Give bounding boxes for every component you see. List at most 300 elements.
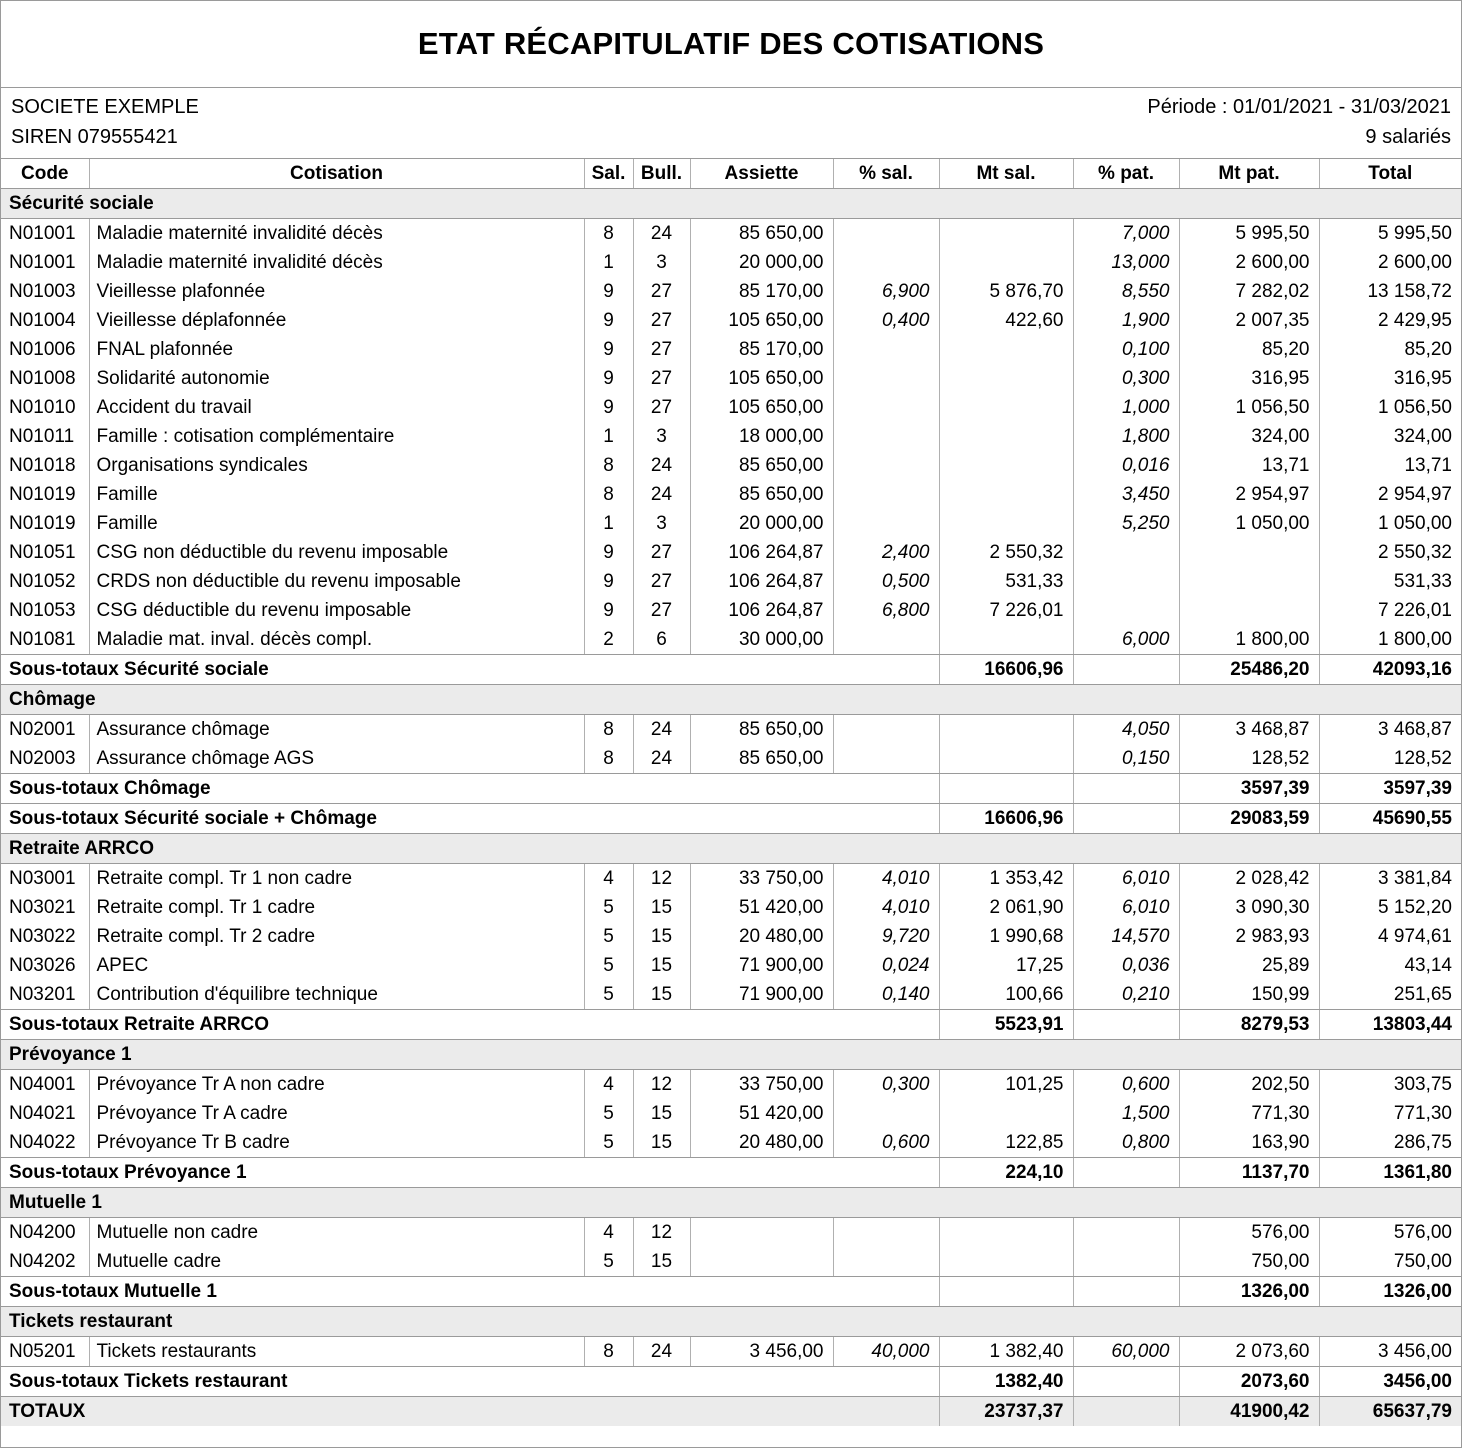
subtotal-mt-pat: 3597,39 [1179, 774, 1319, 804]
table-row [1, 1128, 1461, 1158]
cell-mt-pat: 7 282,02 [1179, 277, 1319, 306]
subtotal-row [1, 1158, 1461, 1188]
col-header-bull: Bull. [633, 159, 690, 189]
cell-assiette: 20 000,00 [690, 248, 833, 277]
col-header-pct-sal: % sal. [833, 159, 939, 189]
cell-code: N01008 [1, 364, 89, 393]
table-row [1, 451, 1461, 480]
cell-code: N01003 [1, 277, 89, 306]
subtotal-pct-pat [1073, 804, 1179, 834]
cell-pct-pat: 6,010 [1073, 864, 1179, 894]
cell-cotisation: Retraite compl. Tr 1 non cadre [89, 864, 584, 894]
table-row [1, 1070, 1461, 1100]
cell-total: 13 158,72 [1367, 281, 1452, 302]
cell-sal: 5 [584, 1128, 633, 1158]
table-row [1, 538, 1461, 567]
cell-mt-pat: 576,00 [1179, 1218, 1319, 1248]
cell-mt-pat: 2 983,93 [1179, 922, 1319, 951]
section-title: Chômage [1, 685, 1461, 715]
cell-cotisation: Tickets restaurants [89, 1337, 584, 1367]
cell-pct-sal [833, 744, 939, 774]
table-row [1, 744, 1461, 774]
section-title: Retraite ARRCO [1, 834, 1461, 864]
table-header-row [1, 159, 1461, 189]
cell-sal: 4 [584, 864, 633, 894]
cell-bull: 3 [633, 422, 690, 451]
cell-total: 5 152,20 [1378, 897, 1452, 918]
cell-mt-sal [939, 1218, 1073, 1248]
cell-mt-pat: 316,95 [1179, 364, 1319, 393]
cell-code: N01018 [1, 451, 89, 480]
cell-mt-sal: 17,25 [939, 951, 1073, 980]
cell-pct-sal: 4,010 [833, 864, 939, 894]
cell-pct-sal: 0,140 [833, 980, 939, 1010]
cell-mt-sal [939, 393, 1073, 422]
cell-pct-pat: 0,800 [1073, 1128, 1179, 1158]
table-body [1, 189, 1461, 1427]
cell-pct-sal: 0,400 [833, 306, 939, 335]
cell-pct-pat: 1,900 [1073, 306, 1179, 335]
table-row [1, 1099, 1461, 1128]
cell-sal: 5 [584, 951, 633, 980]
cell-bull: 24 [633, 219, 690, 249]
cell-cotisation: FNAL plafonnée [89, 335, 584, 364]
cell-sal: 1 [584, 248, 633, 277]
cell-code: N01053 [1, 596, 89, 625]
cell-mt-sal [939, 1247, 1073, 1277]
cell-cotisation: Retraite compl. Tr 1 cadre [89, 893, 584, 922]
cell-total: 7 226,01 [1378, 600, 1452, 621]
cell-total: 4 974,61 [1378, 926, 1452, 947]
cell-total: 286,75 [1319, 1128, 1461, 1158]
cell-total: 2 954,97 [1378, 484, 1452, 505]
cell-pct-pat: 6,000 [1073, 625, 1179, 655]
cell-bull: 15 [633, 980, 690, 1010]
cell-mt-sal [939, 364, 1073, 393]
cell-code: N03021 [1, 893, 89, 922]
cell-total: 251,65 [1319, 980, 1461, 1010]
cell-pct-sal [833, 451, 939, 480]
subtotal-row [1, 1277, 1461, 1307]
cell-sal: 8 [584, 451, 633, 480]
subtotal-label: Sous-totaux Retraite ARRCO [1, 1010, 939, 1040]
cell-bull: 15 [633, 1099, 690, 1128]
subtotal-pct-pat [1073, 774, 1179, 804]
table-row [1, 335, 1461, 364]
cell-cotisation: Prévoyance Tr A cadre [89, 1099, 584, 1128]
cell-mt-sal: 422,60 [939, 306, 1073, 335]
cell-mt-pat: 2 028,42 [1179, 864, 1319, 894]
section-header [1, 1307, 1461, 1337]
cell-pct-pat [1073, 1218, 1179, 1248]
cell-mt-pat: 1 800,00 [1179, 625, 1319, 655]
cell-pct-pat: 14,570 [1073, 922, 1179, 951]
cell-mt-sal [939, 625, 1073, 655]
subtotal-row [1, 1010, 1461, 1040]
grand-total-label: TOTAUX [1, 1397, 939, 1427]
cell-total: 1 056,50 [1378, 397, 1452, 418]
cell-total: 316,95 [1393, 368, 1452, 389]
cell-total: 771,30 [1393, 1103, 1452, 1124]
cell-code: N03001 [1, 864, 89, 894]
table-row [1, 951, 1461, 980]
cell-mt-pat: 1 050,00 [1179, 509, 1319, 538]
cell-mt-sal: 122,85 [939, 1128, 1073, 1158]
cell-pct-pat [1073, 1247, 1179, 1277]
subtotal-row [1, 655, 1461, 685]
cell-mt-sal [939, 744, 1073, 774]
col-header-sal: Sal. [584, 159, 633, 189]
cell-assiette: 20 000,00 [690, 509, 833, 538]
cell-pct-pat: 0,100 [1073, 335, 1179, 364]
cell-bull: 12 [633, 1218, 690, 1248]
cell-assiette [690, 1218, 833, 1248]
cell-assiette: 105 650,00 [690, 364, 833, 393]
cell-code: N01051 [1, 538, 89, 567]
cell-sal: 9 [584, 393, 633, 422]
subtotal-mt-pat: 2073,60 [1179, 1367, 1319, 1397]
cell-bull: 27 [633, 277, 690, 306]
cell-pct-sal [833, 715, 939, 745]
grand-total-pct-pat [1073, 1397, 1179, 1427]
cell-assiette: 51 420,00 [690, 1099, 833, 1128]
cell-total: 324,00 [1393, 426, 1452, 447]
subtotal-pct-pat [1073, 655, 1179, 685]
subtotal-row [1, 804, 1461, 834]
cell-pct-sal: 0,300 [833, 1070, 939, 1100]
cell-pct-sal: 0,500 [833, 567, 939, 596]
cell-pct-pat: 7,000 [1073, 219, 1179, 249]
cell-mt-sal: 2 550,32 [939, 538, 1073, 567]
table-row [1, 1218, 1461, 1248]
cell-pct-sal [833, 393, 939, 422]
table-row [1, 980, 1461, 1010]
cell-cotisation: Maladie maternité invalidité décès [89, 248, 584, 277]
section-title: Prévoyance 1 [1, 1040, 1461, 1070]
table-row [1, 248, 1461, 277]
subtotal-label: Sous-totaux Sécurité sociale [1, 655, 939, 685]
cell-sal: 8 [584, 1337, 633, 1367]
cell-pct-sal: 6,900 [833, 277, 939, 306]
cell-assiette: 85 170,00 [690, 277, 833, 306]
report-title: ETAT RÉCAPITULATIF DES COTISATIONS [1, 1, 1461, 88]
cell-total: 3 468,87 [1378, 719, 1452, 740]
cell-total: 1 800,00 [1319, 625, 1461, 655]
col-header-pct-pat: % pat. [1073, 159, 1179, 189]
cell-total: 750,00 [1319, 1247, 1461, 1277]
subtotal-mt-pat: 25486,20 [1179, 655, 1319, 685]
cell-cotisation: Accident du travail [89, 393, 584, 422]
cell-bull: 24 [633, 480, 690, 509]
cell-bull: 15 [633, 1128, 690, 1158]
employee-count: 9 salariés [1365, 126, 1451, 148]
cell-assiette: 3 456,00 [690, 1337, 833, 1367]
cell-pct-sal [833, 625, 939, 655]
table-row [1, 625, 1461, 655]
cell-pct-sal [833, 480, 939, 509]
cell-mt-sal: 1 382,40 [939, 1337, 1073, 1367]
col-header-code: Code [1, 159, 89, 189]
cell-sal: 1 [584, 422, 633, 451]
contributions-table [1, 159, 1461, 1426]
cell-sal: 8 [584, 715, 633, 745]
subtotal-row [1, 774, 1461, 804]
cell-mt-sal [939, 715, 1073, 745]
subtotal-mt-sal: 16606,96 [939, 804, 1073, 834]
cell-pct-sal [833, 1099, 939, 1128]
subtotal-pct-pat [1073, 1158, 1179, 1188]
cell-bull: 12 [633, 1070, 690, 1100]
subtotal-pct-pat [1073, 1010, 1179, 1040]
subtotal-mt-sal: 16606,96 [939, 655, 1073, 685]
cell-pct-sal [833, 335, 939, 364]
cell-pct-sal [833, 1218, 939, 1248]
cell-sal: 9 [584, 306, 633, 335]
cell-assiette: 105 650,00 [690, 393, 833, 422]
cell-cotisation: Famille [89, 480, 584, 509]
cell-cotisation: Famille : cotisation complémentaire [89, 422, 584, 451]
cell-pct-sal [833, 422, 939, 451]
table-row [1, 922, 1461, 951]
cell-mt-sal: 1 353,42 [939, 864, 1073, 894]
section-header [1, 685, 1461, 715]
cell-cotisation: CSG déductible du revenu imposable [89, 596, 584, 625]
cell-mt-sal: 5 876,70 [939, 277, 1073, 306]
cell-total: 3 456,00 [1319, 1337, 1461, 1367]
cell-mt-sal: 100,66 [939, 980, 1073, 1010]
cell-mt-pat: 771,30 [1179, 1099, 1319, 1128]
cell-sal: 5 [584, 1099, 633, 1128]
cell-cotisation: Maladie mat. inval. décès compl. [89, 625, 584, 655]
subtotal-mt-sal [939, 1277, 1073, 1307]
cell-mt-sal [939, 422, 1073, 451]
cell-pct-pat: 60,000 [1073, 1337, 1179, 1367]
cell-code: N01019 [1, 509, 89, 538]
cell-pct-sal [833, 364, 939, 393]
cell-pct-pat [1073, 596, 1179, 625]
cell-sal: 4 [584, 1218, 633, 1248]
cell-assiette: 33 750,00 [690, 864, 833, 894]
cell-cotisation: Prévoyance Tr B cadre [89, 1128, 584, 1158]
cell-pct-pat: 6,010 [1073, 893, 1179, 922]
col-header-assiette: Assiette [690, 159, 833, 189]
section-title: Tickets restaurant [1, 1307, 1461, 1337]
cell-cotisation: Vieillesse plafonnée [89, 277, 584, 306]
table-row [1, 1337, 1461, 1367]
subtotal-label: Sous-totaux Prévoyance 1 [1, 1158, 939, 1188]
cell-pct-sal [833, 248, 939, 277]
section-title: Mutuelle 1 [1, 1188, 1461, 1218]
cell-total: 13,71 [1404, 455, 1452, 476]
subtotal-mt-pat: 29083,59 [1179, 804, 1319, 834]
cell-pct-sal: 0,024 [833, 951, 939, 980]
subtotal-mt-sal [939, 774, 1073, 804]
cell-assiette: 85 650,00 [690, 715, 833, 745]
cell-mt-sal: 1 990,68 [939, 922, 1073, 951]
cell-mt-sal [939, 451, 1073, 480]
cell-code: N01019 [1, 480, 89, 509]
grand-total-row [1, 1397, 1461, 1427]
subtotal-total: 13803,44 [1319, 1010, 1461, 1040]
subtotal-label: Sous-totaux Tickets restaurant [1, 1367, 939, 1397]
cell-sal: 9 [584, 567, 633, 596]
cell-code: N01011 [1, 422, 89, 451]
cell-pct-pat: 0,150 [1073, 744, 1179, 774]
cell-code: N05201 [1, 1337, 89, 1367]
cell-mt-pat: 324,00 [1179, 422, 1319, 451]
cell-bull: 6 [633, 625, 690, 655]
cell-code: N01004 [1, 306, 89, 335]
cell-cotisation: Contribution d'équilibre technique [89, 980, 584, 1010]
table-row [1, 422, 1461, 451]
cell-sal: 5 [584, 922, 633, 951]
cell-assiette: 85 650,00 [690, 451, 833, 480]
cell-cotisation: Vieillesse déplafonnée [89, 306, 584, 335]
cell-cotisation: Solidarité autonomie [89, 364, 584, 393]
cell-pct-pat: 1,800 [1073, 422, 1179, 451]
cell-mt-sal [939, 248, 1073, 277]
subtotal-mt-pat: 8279,53 [1179, 1010, 1319, 1040]
section-header [1, 1040, 1461, 1070]
cell-mt-pat: 5 995,50 [1179, 219, 1319, 249]
cell-sal: 4 [584, 1070, 633, 1100]
cell-cotisation: CSG non déductible du revenu imposable [89, 538, 584, 567]
cell-mt-pat: 128,52 [1179, 744, 1319, 774]
cell-total: 2 429,95 [1378, 310, 1452, 331]
cell-total: 43,14 [1404, 955, 1452, 976]
cell-cotisation: Famille [89, 509, 584, 538]
cell-sal: 8 [584, 744, 633, 774]
cell-total: 2 600,00 [1378, 252, 1452, 273]
cell-assiette: 85 650,00 [690, 480, 833, 509]
cell-mt-pat: 163,90 [1179, 1128, 1319, 1158]
cell-pct-pat: 1,000 [1073, 393, 1179, 422]
cell-pct-pat: 8,550 [1073, 277, 1179, 306]
cell-mt-pat: 25,89 [1179, 951, 1319, 980]
cell-code: N02001 [1, 715, 89, 745]
cell-mt-sal [939, 1099, 1073, 1128]
subtotal-label: Sous-totaux Sécurité sociale + Chômage [1, 804, 939, 834]
grand-total-total: 65637,79 [1319, 1397, 1461, 1427]
cell-code: N01006 [1, 335, 89, 364]
cell-pct-pat: 0,016 [1073, 451, 1179, 480]
cell-cotisation: Retraite compl. Tr 2 cadre [89, 922, 584, 951]
cell-pct-sal [833, 1247, 939, 1277]
cell-mt-pat: 85,20 [1179, 335, 1319, 364]
subtotal-pct-pat [1073, 1367, 1179, 1397]
cell-mt-pat: 3 468,87 [1179, 715, 1319, 745]
cell-code: N03026 [1, 951, 89, 980]
subtotal-label: Sous-totaux Chômage [1, 774, 939, 804]
cell-assiette: 30 000,00 [690, 625, 833, 655]
cell-assiette: 20 480,00 [690, 922, 833, 951]
subtotal-mt-pat: 1326,00 [1179, 1277, 1319, 1307]
section-header [1, 834, 1461, 864]
cell-sal: 5 [584, 893, 633, 922]
cell-cotisation: Maladie maternité invalidité décès [89, 219, 584, 249]
cell-code: N01001 [1, 219, 89, 249]
cell-mt-pat: 3 090,30 [1179, 893, 1319, 922]
cell-code: N02003 [1, 744, 89, 774]
cell-sal: 2 [584, 625, 633, 655]
subtotal-total: 3597,39 [1319, 774, 1461, 804]
company-siren: SIREN 079555421 [11, 126, 178, 148]
cell-bull: 3 [633, 248, 690, 277]
cell-mt-sal [939, 480, 1073, 509]
cell-pct-sal: 40,000 [833, 1337, 939, 1367]
table-row [1, 715, 1461, 745]
cell-bull: 24 [633, 715, 690, 745]
cell-bull: 27 [633, 538, 690, 567]
cell-total: 576,00 [1393, 1222, 1452, 1243]
cell-cotisation: Mutuelle non cadre [89, 1218, 584, 1248]
table-row [1, 596, 1461, 625]
cell-pct-pat [1073, 538, 1179, 567]
cell-mt-pat [1179, 567, 1319, 596]
cell-assiette: 18 000,00 [690, 422, 833, 451]
cell-bull: 27 [633, 364, 690, 393]
col-header-mt-sal: Mt sal. [939, 159, 1073, 189]
cell-bull: 15 [633, 893, 690, 922]
cell-pct-sal [833, 509, 939, 538]
cell-pct-sal: 6,800 [833, 596, 939, 625]
cell-sal: 9 [584, 596, 633, 625]
subtotal-total: 1361,80 [1319, 1158, 1461, 1188]
table-row [1, 393, 1461, 422]
col-header-mt-pat: Mt pat. [1179, 159, 1319, 189]
cell-pct-pat: 1,500 [1073, 1099, 1179, 1128]
cell-bull: 12 [633, 864, 690, 894]
cell-pct-sal: 9,720 [833, 922, 939, 951]
cell-pct-pat: 3,450 [1073, 480, 1179, 509]
cell-cotisation: Assurance chômage AGS [89, 744, 584, 774]
cell-assiette: 106 264,87 [690, 596, 833, 625]
col-header-total: Total [1319, 159, 1461, 189]
subtotal-mt-sal: 224,10 [939, 1158, 1073, 1188]
cell-mt-sal: 531,33 [939, 567, 1073, 596]
subtotal-mt-sal: 5523,91 [939, 1010, 1073, 1040]
subtotal-total: 45690,55 [1319, 804, 1461, 834]
table-row [1, 480, 1461, 509]
cell-sal: 8 [584, 219, 633, 249]
subtotal-mt-pat: 1137,70 [1179, 1158, 1319, 1188]
cell-pct-sal: 2,400 [833, 538, 939, 567]
cell-assiette: 71 900,00 [690, 951, 833, 980]
cell-mt-pat: 150,99 [1179, 980, 1319, 1010]
cell-code: N01010 [1, 393, 89, 422]
cell-pct-pat: 4,050 [1073, 715, 1179, 745]
cell-cotisation: APEC [89, 951, 584, 980]
col-header-cotisation: Cotisation [89, 159, 584, 189]
table-row [1, 567, 1461, 596]
subtotal-pct-pat [1073, 1277, 1179, 1307]
cell-assiette: 85 650,00 [690, 744, 833, 774]
cell-mt-pat: 1 056,50 [1179, 393, 1319, 422]
cell-code: N04200 [1, 1218, 89, 1248]
cell-assiette: 106 264,87 [690, 538, 833, 567]
table-row [1, 277, 1461, 306]
cell-mt-sal [939, 335, 1073, 364]
cell-sal: 9 [584, 277, 633, 306]
cell-code: N01081 [1, 625, 89, 655]
cell-assiette: 51 420,00 [690, 893, 833, 922]
cell-pct-pat [1073, 567, 1179, 596]
cell-mt-pat [1179, 538, 1319, 567]
cell-sal: 9 [584, 335, 633, 364]
table-row [1, 364, 1461, 393]
cell-pct-pat: 5,250 [1073, 509, 1179, 538]
cell-mt-sal [939, 509, 1073, 538]
